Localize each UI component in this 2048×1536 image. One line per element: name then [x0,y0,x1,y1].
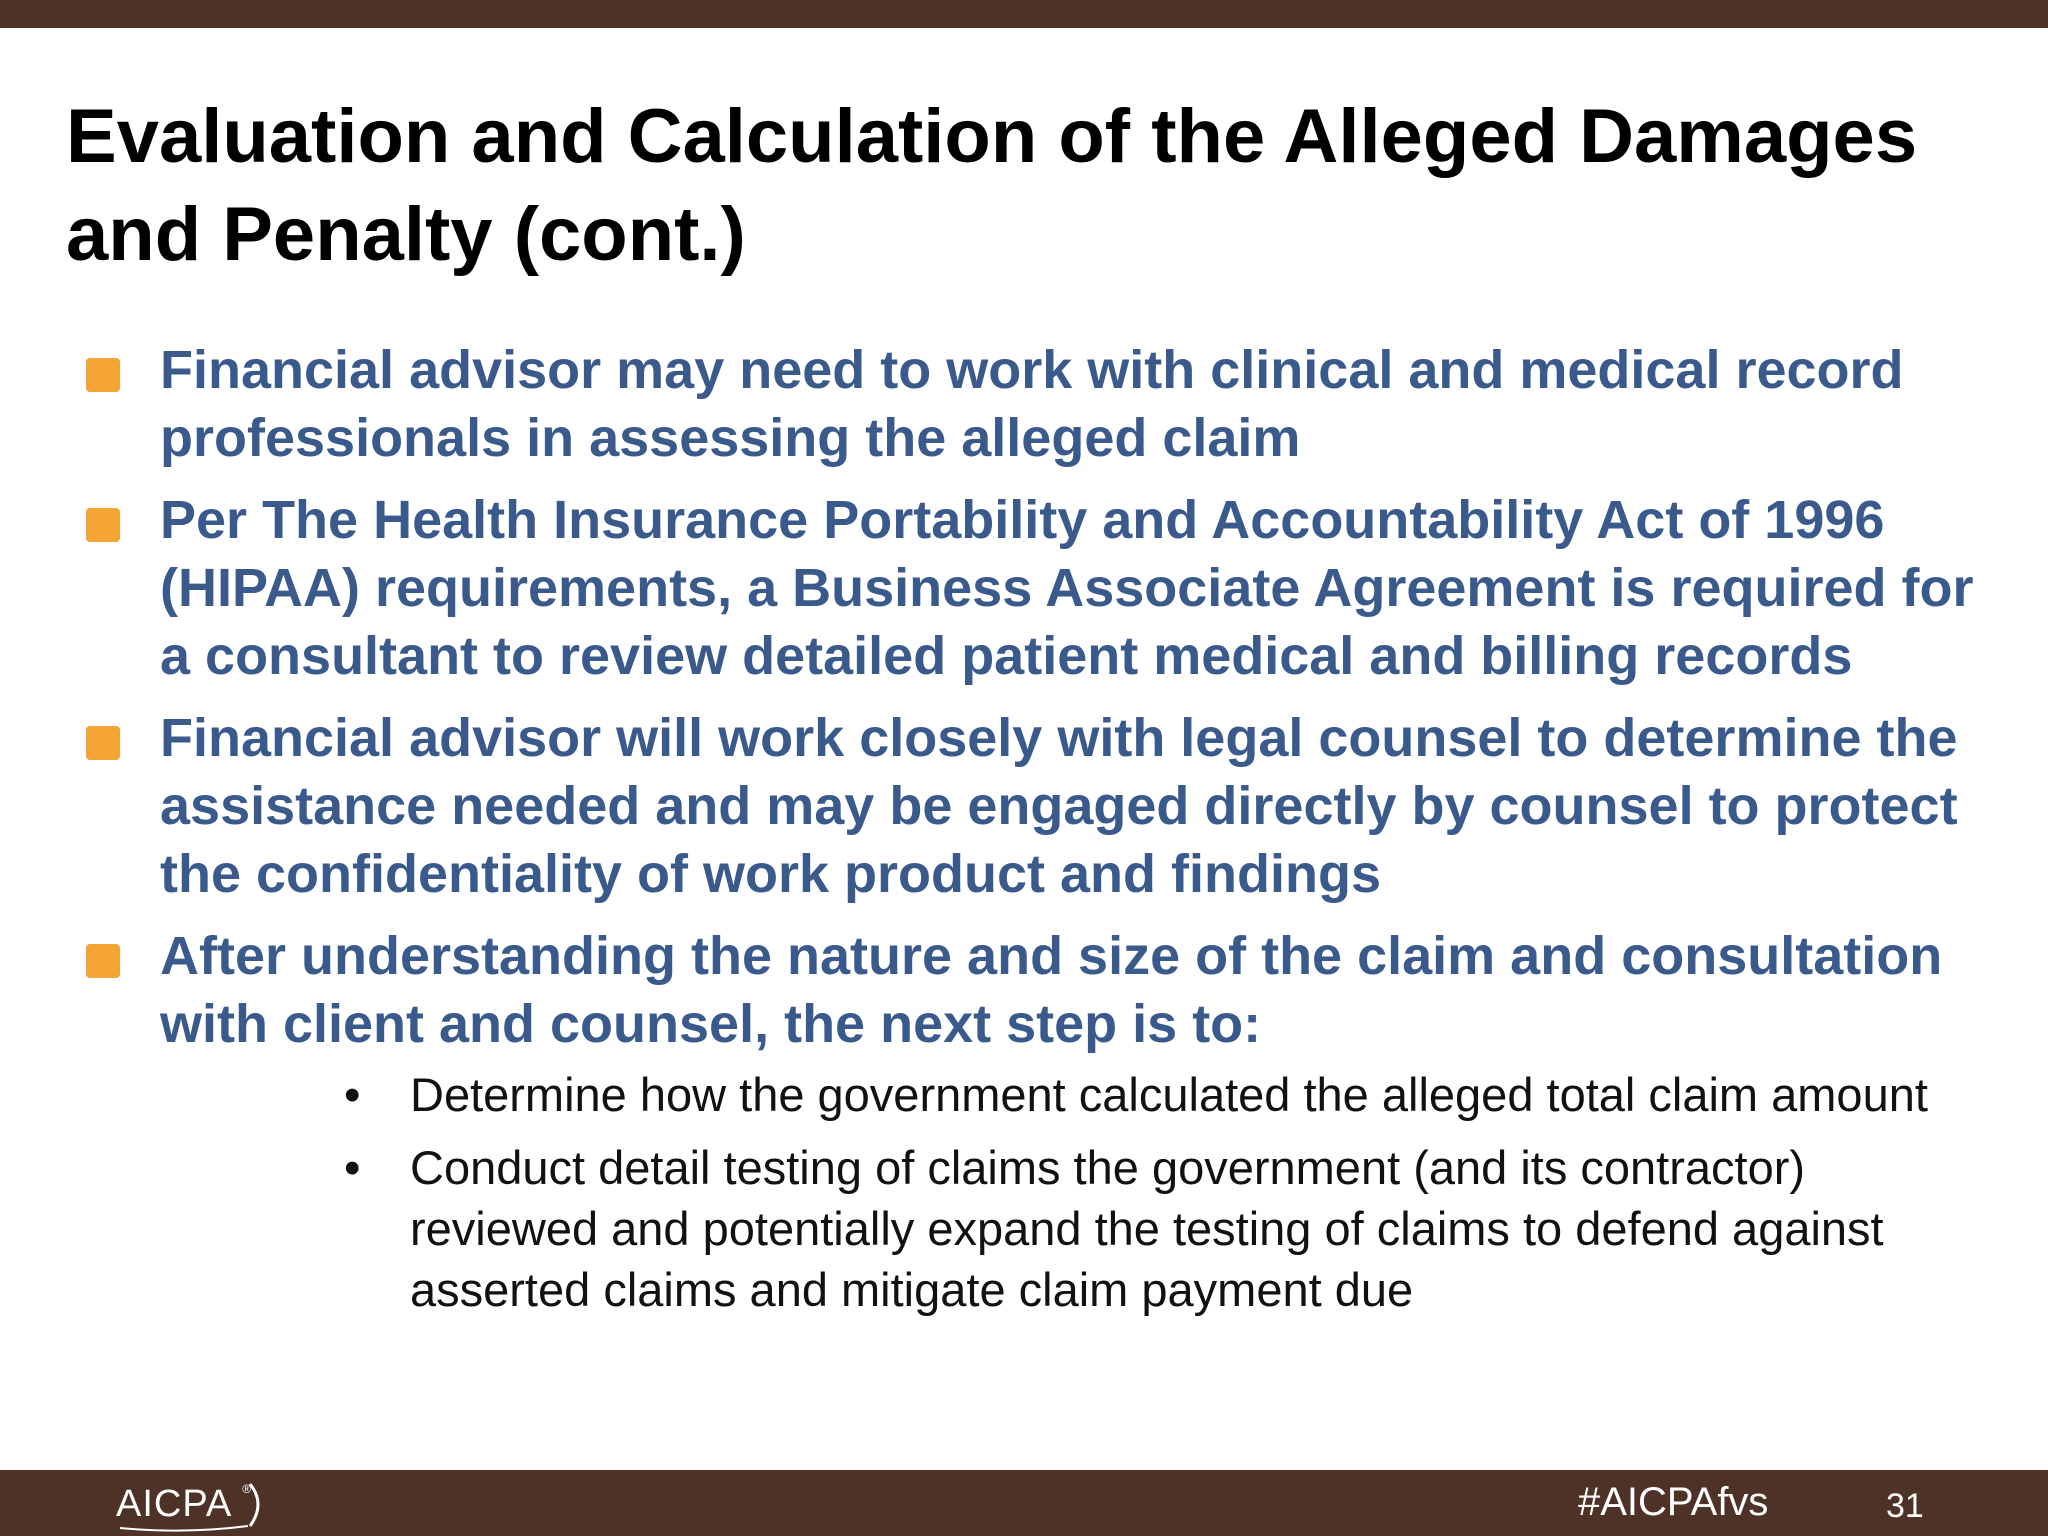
bullet-item [0,704,2048,908]
sub-bullet-item [344,1137,2008,1320]
square-bullet-icon [86,944,120,978]
aicpa-logo [116,1476,251,1532]
bullet-text: Per The Health Insurance Portability and Accountability Act of 1996 (HIPAA) requirements, a Business Associate Agreement is required for a consultant to review detailed patient medical and billing records [160,490,1974,686]
dot-bullet-icon: • [344,1141,361,1194]
bullet-item [0,922,2048,1320]
sub-bullet-text: Determine how the government calculated the alleged total claim amount [410,1068,1928,1121]
square-bullet-icon [86,508,120,542]
slide-title: Evaluation and Calculation of the Alleged Damages and Penalty (cont.) [66,94,1918,277]
logo-text: AICPA [116,1482,233,1525]
square-bullet-icon [86,726,120,760]
bullet-list [0,336,2048,1334]
bullet-item [0,486,2048,690]
bullet-text: Financial advisor may need to work with clinical and medical record professionals in assessing the alleged claim [160,340,1904,468]
sub-bullet-item [344,1064,2008,1125]
sub-bullet-text: Conduct detail testing of claims the government (and its contractor) reviewed and potentially expand the testing of claims to defend against asserted claims and mitigate claim payment due [410,1141,1884,1316]
hashtag: #AICPAfvs [1578,1480,1769,1524]
page-number: 31 [1886,1487,1924,1525]
bullet-text: After understanding the nature and size of the claim and consultation with client and counsel, the next step is to: [160,926,1943,1054]
registered-mark: ® [242,1482,252,1496]
bullet-item [0,336,2048,472]
sub-bullet-list [160,1064,2008,1320]
logo-swoosh-icon [116,1476,286,1536]
square-bullet-icon [86,358,120,392]
top-bar [0,0,2048,28]
dot-bullet-icon: • [344,1068,361,1121]
bullet-text: Financial advisor will work closely with legal counsel to determine the assistance needed and may be engaged directly by counsel to protect the confidentiality of work product and findings [160,708,1958,904]
